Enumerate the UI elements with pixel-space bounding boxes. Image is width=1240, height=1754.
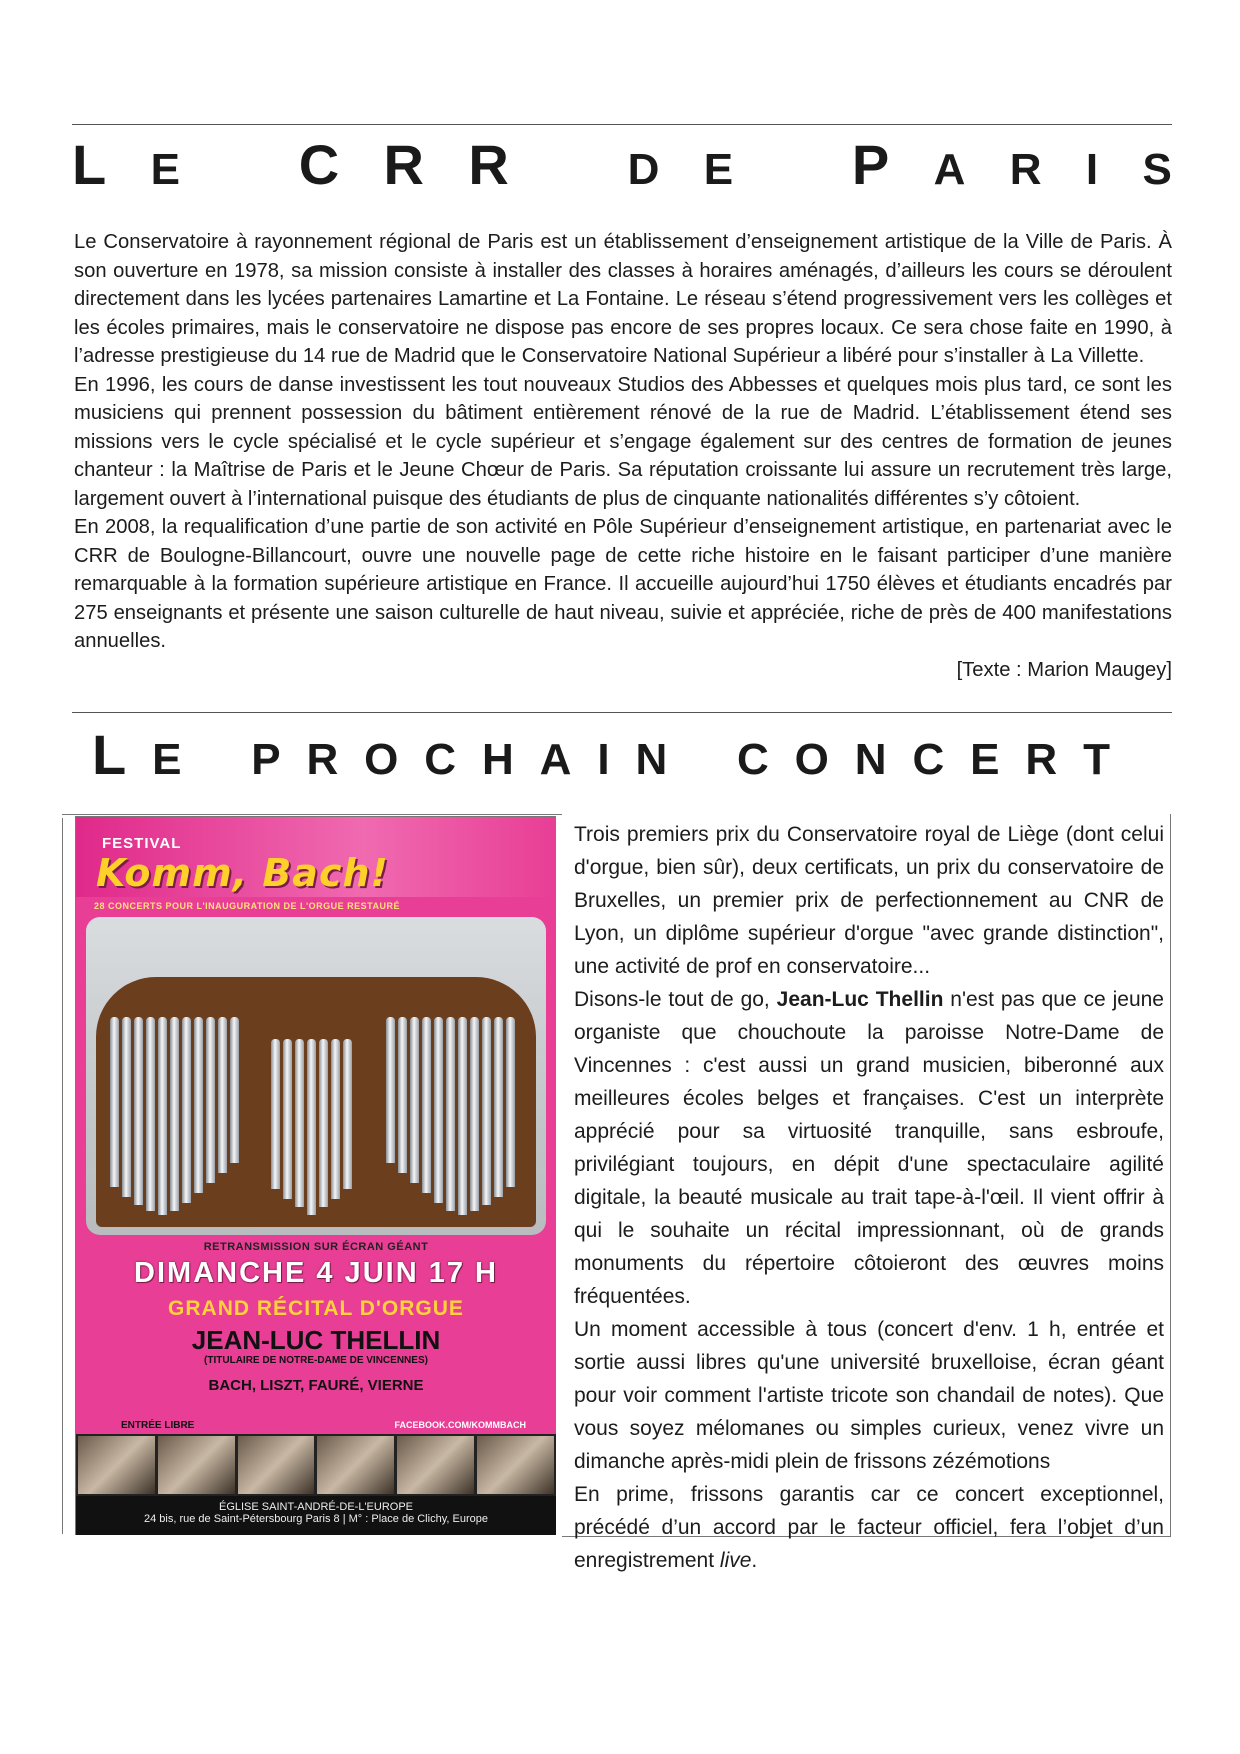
title-letter: E [150,145,180,194]
poster-organist-title: (TITULAIRE DE NOTRE-DAME DE VINCENNES) [204,1355,428,1366]
thumbnail [238,1436,315,1494]
poster-thumbnails [76,1434,556,1496]
middle-rule [72,712,1172,713]
thumbnail [317,1436,394,1494]
poster-facebook: FACEBOOK.COM/KOMMBACH [394,1420,526,1430]
title-letter: A [539,735,572,784]
poster-address: 24 bis, rue de Saint-Pétersbourg Paris 8 | M° : Place de Clichy, Europe [144,1513,488,1525]
crr-article [74,228,1172,684]
poster-tagline: 28 CONCERTS POUR L'INAUGURATION DE L'ORGUE RESTAURÉ [94,901,400,911]
thumbnail [158,1436,235,1494]
title-letter: L [72,133,107,196]
title-letter: E [703,145,734,194]
crr-paragraph: Le Conservatoire à rayonnement régional de Paris est un établissement d’enseignement artistique de la Ville de Paris. À son ouverture en 1978, sa mission consiste à installer des classes à horaires aménagés, d’ailleurs les cours se déroulent directement dans les lycées partenaires Lamartine et La Fontaine. Le réseau s’étend progressivement vers les collèges et les écoles primaires, mais le conservatoire ne dispose pas encore de ses propres locaux. Ce sera chose faite en 1990, à l’adresse prestigieuse du 14 rue de Madrid que le Conservatoire National Supérieur a libéré pour s’installer à La Villette. [74,231,1172,367]
text-run: . [751,1549,758,1572]
organist-name: Jean-Luc Thellin [776,988,944,1011]
concert-poster [75,816,556,1535]
title-letter: R [1025,735,1058,784]
text-run: En prime, frissons garantis car ce concert exceptionnel, précédé d’un accord par le facteur officiel, fera l’objet d’un enregistrement [574,1483,1164,1572]
title-letter: L [92,723,127,786]
title-letter: R [306,735,339,784]
poster-church: ÉGLISE SAINT-ANDRÉ-DE-L'EUROPE [218,1501,414,1513]
title-letter: D [627,145,660,194]
title-letter: H [481,735,514,784]
section-title-concert [92,722,1110,787]
crr-paragraph: En 2008, la requalification d’une partie de son activité en Pôle Supérieur d’enseignement artistique, en partenariat avec le CRR de Boulogne-Billancourt, ouvre une nouvelle page de cette riche histoire en le faisant participer d’une manière remarquable à la formation supérieure artistique en France. Il accueille aujourd’hui 1750 élèves et étudiants encadrés par 275 enseignants et présente une saison culturelle de haut niveau, suivie et appréciée, riche de près de 400 manifestations annuelles. [74,516,1172,652]
concert-paragraph: Un moment accessible à tous (concert d'env. 1 h, entrée et sortie aussi libres qu'une université bruxelloise, écran géant pour voir comment l'artiste tricote son chandail de notes). Que vous soyez mélomanes ou simples curieux, venez vivre un dimanche après-midi plein de frissons zézémotions [574,1318,1164,1473]
title-letter: O [364,735,399,784]
poster-footer [76,1496,556,1535]
thumbnail [78,1436,155,1494]
title-letter: I [1085,145,1099,194]
thumbnail [477,1436,554,1494]
title-letter: A [933,145,966,194]
top-rule [72,124,1172,125]
poster-date: DIMANCHE 4 JUIN 17 H [134,1257,498,1289]
concert-paragraph [574,1478,1164,1577]
title-letter: C [912,735,945,784]
organ-pipes-center [271,1039,352,1215]
festival-logo: Komm, Bach! [96,851,389,895]
concert-paragraph: Trois premiers prix du Conservatoire royal de Liège (dont celui d'orgue, bien sûr), deux certificats, un prix du conservatoire de Bruxelles, un premier prix de perfectionnement au CNR de Lyon, un diplôme supérieur d'orgue "avec grande distinction", une activité de prof en conservatoire... [574,823,1164,978]
concert-paragraph [574,983,1164,1313]
concert-article [574,818,1164,1577]
title-letter: S [1142,145,1172,194]
title-letter: N [854,735,887,784]
title-letter: N [635,735,668,784]
title-letter: C [298,133,340,196]
title-letter: T [1083,735,1110,784]
crr-paragraph: En 1996, les cours de danse investissent les tout nouveaux Studios des Abbesses et quelques mois plus tard, ce sont les musiciens qui prennent possession du bâtiment entièrement rénové de la rue de Madrid. L’établissement étend ses missions vers le cycle spécialisé et le cycle supérieur et s’engage également sur des centres de formation de jeunes chanteur : la Maîtrise de Paris et le Jeune Chœur de Paris. Sa réputation croissante lui assure un recrutement très large, largement ouvert à l’international puisque des étudiants de plus de cinquante nationalités différentes s’y côtoient. [74,373,1172,510]
title-letter: R [1009,145,1042,194]
poster-entree: ENTRÉE LIBRE [121,1420,195,1431]
organ-pipes-left [110,1017,239,1215]
organ-photo [86,917,546,1235]
title-letter: P [851,133,890,196]
text-run: n'est pas que ce jeune organiste que chouchoute la paroisse Notre-Dame de Vincennes : c'est aussi un grand musicien, biberonné aux meilleures écoles belges et françaises. C'est un interprète apprécié pour sa virtuosité tranquille, sans esbroufe, privilégiant toujours, en dépit d'une spectaculaire agilité digitale, la beauté musicale au trait tape-à-l'œil. Il vient offrir à qui le souhaite un récital impressionnant, où de grands monuments du répertoire côtoieront des œuvres moins fréquentées. [574,988,1164,1308]
live-word: live [719,1549,752,1572]
poster-frame-left [62,818,63,1534]
text-run: Disons-le tout de go, [574,988,777,1011]
title-letter: O [794,735,829,784]
thumbnail [397,1436,474,1494]
poster-organist: JEAN-LUC THELLIN [191,1325,441,1355]
poster-retransmission: RETRANSMISSION SUR ÉCRAN GÉANT [203,1241,429,1253]
section-title-crr [72,132,1172,197]
title-letter: C [424,735,457,784]
text-frame-right [1170,814,1171,1536]
poster-frame-top [62,814,562,815]
organ-pipes-right [386,1017,515,1215]
poster-recital: GRAND RÉCITAL D'ORGUE [168,1297,464,1320]
article-credit: [Texte : Marion Maugey] [956,658,1172,681]
title-letter: E [152,735,182,784]
poster-composers: BACH, LISZT, FAURÉ, VIERNE [208,1377,424,1394]
title-letter: I [597,735,610,784]
title-letter: R [468,133,509,196]
title-letter: R [383,133,424,196]
title-letter: C [737,735,769,784]
title-letter: P [251,735,281,784]
poster-festival-label: FESTIVAL [102,835,182,852]
title-letter: E [970,735,1000,784]
